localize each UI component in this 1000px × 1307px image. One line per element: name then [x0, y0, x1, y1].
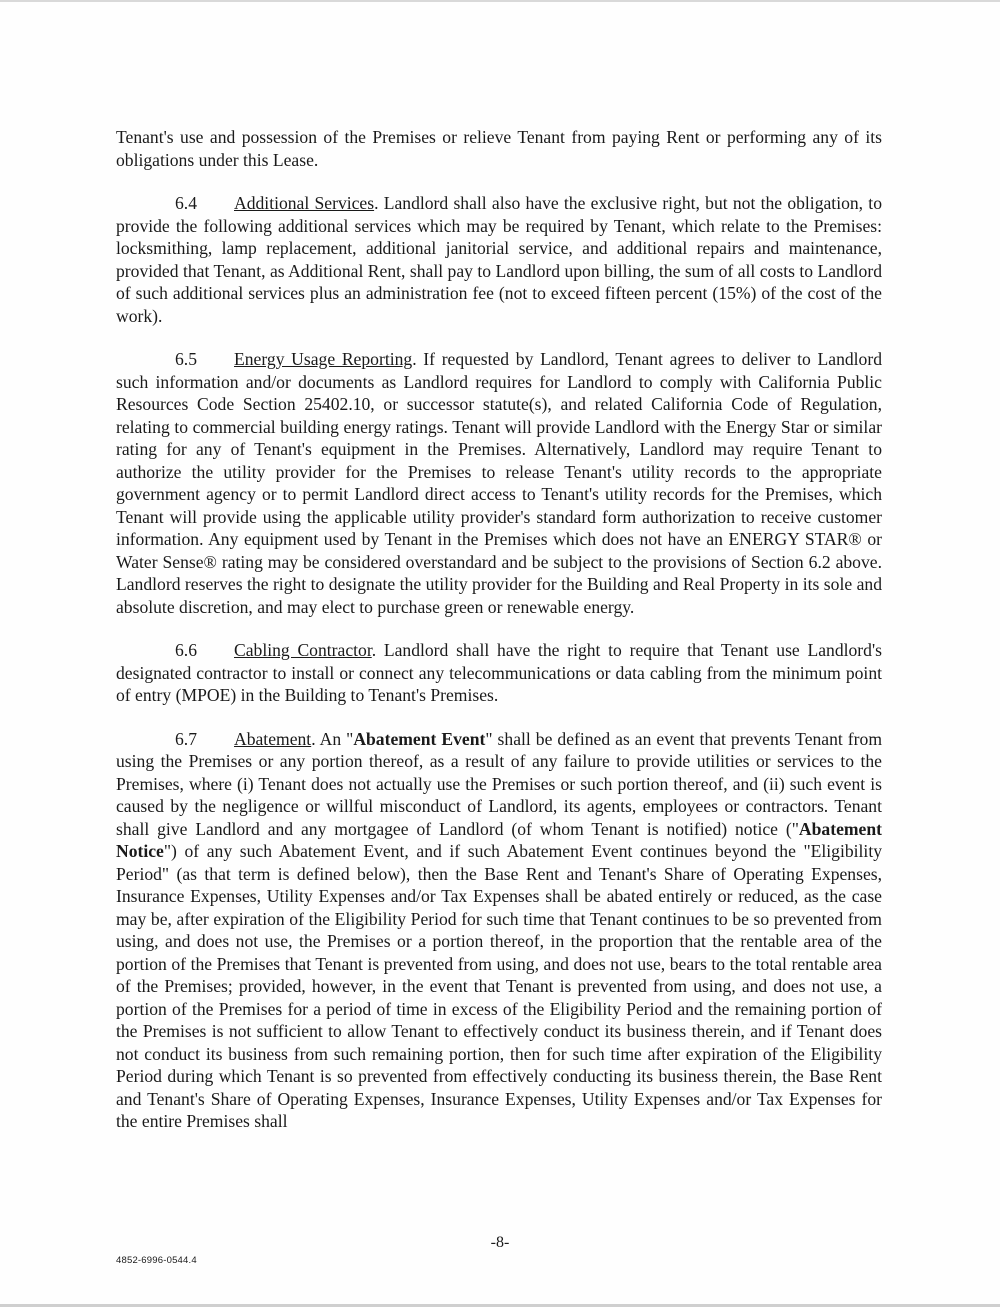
section-heading: Cabling Contractor [234, 640, 372, 660]
section-text: . If requested by Landlord, Tenant agrees to deliver to Landlord such information and/or documents as Landlord requires for Landlord to comply with California Public Resources Code Section 25402.10, or successor statute(s), and related California Code of Regulation, relating to commercial building energy ratings. Tenant will provide Landlord with the Energy Star or similar rating for any of Tenant's equipment in the Premises. Alternatively, Landlord may require Tenant to authorize the utility provider for the Premises to release Tenant's utility records to the appropriate government agency or to permit Landlord direct access to Tenant's utility records for the Premises, which Tenant will provide using the applicable utility provider's standard form authorization to receive customer information. Any equipment used by Tenant in the Premises which does not have an ENERGY STAR® or Water Sense® rating may be considered overstandard and be subject to the provisions of Section 6.2 above. Landlord reserves the right to designate the utility provider for the Building and Real Property in its sole and absolute discretion, and may elect to purchase green or renewable energy. [116, 349, 882, 617]
section-number: 6.5 [175, 349, 197, 369]
section-text-part-b: " shall be defined as an event that prevents Tenant from using the Premises or any portion thereof, as a result of any failure to provide utilities or services to the Premises, where (i) Tenant does not actually use the Premises or such portion thereof, and (ii) such event is caused by the negligence or willful misconduct of Landlord, its agents, employees or contractors. Tenant shall give Landlord and any mortgagee of Landlord (of whom Tenant is notified) notice (" [116, 728, 882, 839]
scan-edge-top [0, 0, 1000, 2]
page-number: -8- [490, 1234, 510, 1251]
section-number: 6.7 [175, 728, 197, 749]
section-text: . Landlord shall have the right to require that Tenant use Landlord's designated contractor to install or connect any telecommunications or data cabling from the minimum point of entry (MPOE) in the Building to Tenant's Premises. [116, 640, 882, 705]
document-body [116, 126, 882, 1154]
opening-text: Tenant's use and possession of the Premises or relieve Tenant from paying Rent or performing any of its obligations under this Lease. [116, 127, 882, 170]
section-number: 6.6 [175, 640, 197, 660]
section-heading: Energy Usage Reporting [234, 349, 413, 369]
section-text: . Landlord shall also have the exclusive right, but not the obligation, to provide the following additional services which may be required by Tenant, which relate to the Premises: locksmithing, lamp replacement, additional janitorial service, and additional repairs and maintenance, provided that Tenant, as Additional Rent, shall pay to Landlord upon billing, the sum of all costs to Landlord of such additional services plus an administration fee (not to exceed fifteen percent (15%) of the cost of the work). [116, 193, 882, 326]
section-text-part-c: ") of any such Abatement Event, and if such Abatement Event continues beyond the "Eligibility Period" (as that term is defined below), then the Base Rent and Tenant's Share of Operating Expenses, Insurance Expenses, Utility Expenses and/or Tax Expenses shall be abated entirely or reduced, as the case may be, after expiration of the Eligibility Period for such time that Tenant continues to be so prevented from using, and does not use, the Premises or a portion thereof, in the proportion that the rentable area of the portion of the Premises that Tenant is prevented from using, and does not use, bears to the total rentable area of the Premises; provided, however, in the event that Tenant is prevented from using, and does not use, a portion of the Premises for a period of time in excess of the Eligibility Period and the remaining portion of the Premises is not sufficient to allow Tenant to effectively conduct its business therein, and if Tenant does not conduct its business from such remaining portion, then for such time after expiration of the Eligibility Period during which Tenant is so prevented from effectively conducting its business therein, the Base Rent and Tenant's Share of Operating Expenses, Insurance Expenses, Utility Expenses and/or Tax Expenses for the entire Premises shall [116, 841, 882, 1131]
section-6-6 [116, 639, 882, 707]
document-id: 4852-6996-0544.4 [116, 1255, 197, 1266]
section-text-part-a: . An " [311, 728, 354, 749]
defined-term-abatement-event: Abatement Event [353, 728, 486, 749]
defined-term-abatement-notice: Abatement Notice [116, 818, 882, 861]
section-heading: Additional Services [234, 193, 375, 213]
section-heading: Abatement [234, 728, 312, 749]
section-6-4 [116, 192, 882, 327]
section-6-5 [116, 348, 882, 618]
section-number: 6.4 [175, 193, 197, 213]
section-6-7 [116, 728, 882, 1133]
opening-paragraph [116, 126, 882, 171]
